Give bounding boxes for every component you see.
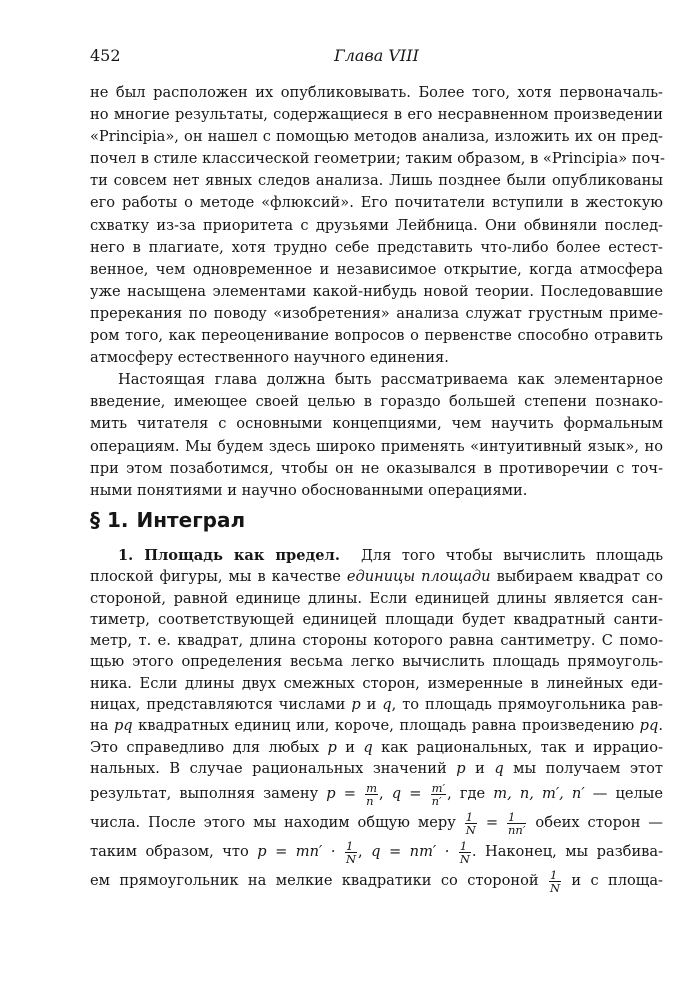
text-span: таким образом, что xyxy=(90,843,258,861)
fraction-denominator: N xyxy=(459,851,470,866)
subsection-title: 1. Площадь как предел. xyxy=(118,547,340,564)
text-line: ными понятиями и научно обоснованными операциями. xyxy=(90,481,528,499)
fraction-denominator: N xyxy=(549,880,561,895)
math-expr: q = nm′ · xyxy=(371,843,450,861)
text-line: «Principia», он нашел с помощью методов анализа, изложить их он пред- xyxy=(90,128,663,146)
text-line: операциям. Мы будем здесь широко применять «интуитивный язык», но xyxy=(90,437,663,455)
text-span: , где xyxy=(447,785,494,803)
fraction-denominator: N xyxy=(345,851,357,866)
math-expr: p = mn′ · xyxy=(257,843,336,861)
text-span: нальных. В случае рациональных значений xyxy=(90,759,457,777)
text-span: обеих сторон — xyxy=(527,814,663,832)
text-span: ем прямоугольник на мелкие квадратики со стороной xyxy=(90,872,548,890)
intro-text xyxy=(90,82,663,502)
text-span: как рациональных, так и иррацио- xyxy=(372,738,663,756)
text-line xyxy=(90,808,663,837)
text-line xyxy=(90,715,663,736)
fraction xyxy=(507,811,526,836)
fraction-numerator: 1 xyxy=(507,811,526,824)
text-span: . Наконец, мы разбива- xyxy=(471,843,664,861)
text-span: — целые xyxy=(584,785,664,803)
fraction xyxy=(549,869,561,894)
math-var: pq xyxy=(639,717,659,735)
chapter-title: Глава VIII xyxy=(334,46,419,65)
text-span: Для того чтобы вычислить площадь xyxy=(360,547,664,564)
text-line: атмосферу естественного научного единения. xyxy=(90,349,449,367)
fraction-numerator: 1 xyxy=(345,840,357,853)
running-head xyxy=(90,46,663,68)
fraction-denominator: nn′ xyxy=(508,822,526,837)
text-span: , то площадь прямоугольника рав- xyxy=(391,696,663,714)
text-line xyxy=(90,866,663,895)
text-line: пререкания по поводу «изобретения» анализа служат грустным приме- xyxy=(90,304,663,322)
fraction-numerator: m′ xyxy=(431,780,446,795)
text-line xyxy=(90,566,663,587)
text-span: плоской фигуры, мы в качестве xyxy=(90,568,347,586)
section-text xyxy=(90,545,663,895)
fraction xyxy=(459,840,471,865)
fraction xyxy=(465,811,477,836)
fraction-numerator: m xyxy=(366,780,378,795)
text-span: ницах, представляются числами xyxy=(90,696,352,714)
emphasis-term: единицы площади xyxy=(346,568,491,586)
text-span: . xyxy=(658,717,663,735)
fraction-denominator: N xyxy=(465,822,476,837)
text-line: стороной, равной единице длины. Если единицей длины является сан- xyxy=(90,589,663,607)
math-var: q xyxy=(382,696,392,714)
text-span: числа. После этого мы находим общую меру xyxy=(90,814,464,832)
text-span: Это справедливо для любых xyxy=(90,738,328,756)
fraction-numerator: 1 xyxy=(459,840,471,853)
text-span: выбираем квадрат со xyxy=(490,568,663,586)
math-expr: m, n, m′, n′ xyxy=(493,785,585,803)
text-line: щью этого определения весьма легко вычислить площадь прямоуголь- xyxy=(90,653,663,671)
section-title: Интеграл xyxy=(136,508,246,532)
fraction xyxy=(365,782,378,807)
text-span: квадратных единиц или, короче, площадь равна произведению xyxy=(132,717,640,735)
text-span: результат, выполняя замену xyxy=(90,785,327,803)
text-line: мить читателя с основными концепциями, чем научить формальным xyxy=(90,415,663,433)
math-var: p xyxy=(456,759,466,777)
text-line: уже насыщена элементами какой-нибудь новой теории. Последовавшие xyxy=(90,282,663,300)
text-line xyxy=(90,694,663,715)
text-line: ром того, как переоценивание вопросов о первенстве способно отравить xyxy=(90,327,663,345)
math-var: q xyxy=(363,738,373,756)
fraction-numerator: 1 xyxy=(465,811,477,824)
text-line: при этом позаботимся, чтобы он не оказывался в противоречии с точ- xyxy=(90,459,663,477)
text-span: на xyxy=(90,717,114,735)
text-line xyxy=(90,758,663,779)
text-line xyxy=(90,837,663,866)
fraction xyxy=(345,840,357,865)
text-line: схватку из-за приоритета с друзьями Лейбница. Они обвиняли послед- xyxy=(90,216,663,234)
fraction xyxy=(431,782,447,807)
fraction-denominator: n′ xyxy=(431,793,442,808)
text-line: тиметр, соответствующей единицей площади будет квадратный санти- xyxy=(90,610,663,628)
text-line: но многие результаты, содержащиеся в его несравненном произведении xyxy=(90,106,663,124)
page-number: 452 xyxy=(90,46,121,65)
fraction-denominator: n xyxy=(366,793,374,808)
text-line: Настоящая глава должна быть рассматриваема как элементарное xyxy=(118,371,663,389)
math-expr: p = xyxy=(326,785,356,803)
text-span: , xyxy=(379,785,392,803)
text-span: мы получаем этот xyxy=(503,759,663,777)
text-line: него в плагиате, хотя трудно себе представить что-либо более естест- xyxy=(90,238,663,256)
fraction-numerator: 1 xyxy=(549,869,561,882)
text-line: ника. Если длины двух смежных сторон, измеренные в линейных еди- xyxy=(90,674,663,692)
text-span: и xyxy=(465,759,495,777)
math-expr: q = xyxy=(391,785,422,803)
text-line: введение, имеющее своей целью в гораздо большей степени познако- xyxy=(90,393,663,411)
section-number: § 1. xyxy=(90,508,129,532)
math-var: p xyxy=(351,696,361,714)
text-span: , xyxy=(358,843,372,861)
text-line: его работы о методе «флюксий». Его почитатели вступили в жестокую xyxy=(90,194,663,212)
text-line: не был расположен их опубликовывать. Более того, хотя первоначаль- xyxy=(90,84,663,101)
text-line: метр, т. е. квадрат, длина стороны которого равна сантиметру. С помо- xyxy=(90,632,663,650)
text-span: и xyxy=(336,738,364,756)
text-line xyxy=(90,545,663,566)
text-span: и с площа- xyxy=(562,872,663,890)
text-line: ти совсем нет явных следов анализа. Лишь позднее были опубликованы xyxy=(90,172,663,190)
text-span: и xyxy=(360,696,383,714)
math-var: q xyxy=(494,759,504,777)
text-line: почел в стиле классической геометрии; таким образом, в «Principia» поч- xyxy=(90,150,665,168)
text-span: = xyxy=(477,814,507,832)
math-var: pq xyxy=(113,717,133,735)
math-var: p xyxy=(327,738,337,756)
text-line: венное, чем одновременное и независимое открытие, когда атмосфера xyxy=(90,260,663,278)
text-line xyxy=(90,737,663,758)
section-heading xyxy=(90,508,253,532)
text-line xyxy=(90,779,663,808)
